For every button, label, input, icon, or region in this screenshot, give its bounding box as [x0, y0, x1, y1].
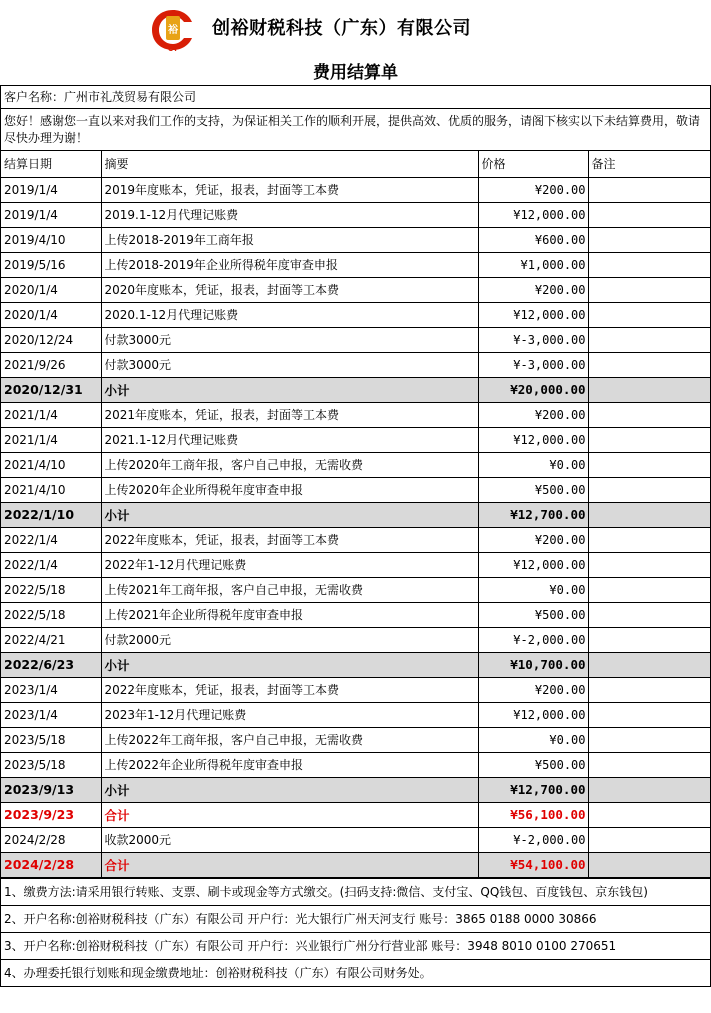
summary-cell: 上传2022年工商年报，客户自己申报，无需收费 [101, 727, 478, 752]
table-row [1, 577, 710, 602]
date-cell: 2019/4/10 [1, 227, 101, 252]
subtotal-row [1, 652, 710, 677]
summary-cell: 2021年度账本，凭证，报表，封面等工本费 [101, 402, 478, 427]
table-row [1, 352, 710, 377]
remark-cell [588, 602, 710, 627]
price-cell: ¥200.00 [478, 277, 588, 302]
letterhead [0, 0, 711, 56]
total-row [1, 802, 710, 827]
table-row [1, 427, 710, 452]
table-header-row [1, 151, 710, 177]
price-cell: ¥12,700.00 [478, 777, 588, 802]
summary-cell: 付款3000元 [101, 327, 478, 352]
svg-text:裕: 裕 [168, 25, 178, 36]
table-row [1, 552, 710, 577]
date-cell: 2022/1/4 [1, 527, 101, 552]
remark-cell [588, 252, 710, 277]
remark-cell [588, 452, 710, 477]
price-cell: ¥12,700.00 [478, 502, 588, 527]
document-title: 费用结算单 [313, 63, 398, 83]
price-cell: ¥600.00 [478, 227, 588, 252]
summary-cell: 2021.1-12月代理记账费 [101, 427, 478, 452]
payment-notes [1, 878, 710, 986]
date-cell: 2021/1/4 [1, 402, 101, 427]
date-cell: 2021/4/10 [1, 452, 101, 477]
summary-cell: 2020.1-12月代理记账费 [101, 302, 478, 327]
date-cell: 2022/5/18 [1, 577, 101, 602]
price-cell: ¥12,000.00 [478, 202, 588, 227]
remark-cell [588, 527, 710, 552]
date-cell: 2020/1/4 [1, 277, 101, 302]
table-row [1, 752, 710, 777]
date-cell: 2023/1/4 [1, 702, 101, 727]
subtotal-row [1, 502, 710, 527]
fee-table [1, 151, 710, 878]
summary-cell: 合计 [101, 802, 478, 827]
summary-cell: 2022年1-12月代理记账费 [101, 552, 478, 577]
table-row [1, 702, 710, 727]
remark-cell [588, 327, 710, 352]
remark-cell [588, 352, 710, 377]
summary-cell: 2022年度账本，凭证，报表，封面等工本费 [101, 677, 478, 702]
summary-cell: 收款2000元 [101, 827, 478, 852]
remark-cell [588, 227, 710, 252]
remark-cell [588, 702, 710, 727]
summary-cell: 2022年度账本，凭证，报表，封面等工本费 [101, 527, 478, 552]
price-cell: ¥20,000.00 [478, 377, 588, 402]
column-header-remark: 备注 [588, 151, 710, 177]
date-cell: 2022/4/21 [1, 627, 101, 652]
settlement-sheet [0, 85, 711, 987]
summary-cell: 2020年度账本，凭证，报表，封面等工本费 [101, 277, 478, 302]
remark-cell [588, 677, 710, 702]
date-cell: 2023/9/13 [1, 777, 101, 802]
table-row [1, 452, 710, 477]
payment-note: 1、缴费方法:请采用银行转账、支票、刷卡或现金等方式缴交。(扫码支持:微信、支付宝、QQ钱包、百度钱包、京东钱包) [4, 884, 648, 899]
company-name: 创裕财税科技（广东）有限公司 [212, 18, 471, 39]
price-cell: ¥200.00 [478, 177, 588, 202]
remark-cell [588, 852, 710, 877]
price-cell: ¥200.00 [478, 677, 588, 702]
summary-cell: 合计 [101, 852, 478, 877]
date-cell: 2019/1/4 [1, 177, 101, 202]
remark-cell [588, 402, 710, 427]
remark-cell [588, 477, 710, 502]
date-cell: 2023/9/23 [1, 802, 101, 827]
date-cell: 2022/6/23 [1, 652, 101, 677]
table-row [1, 677, 710, 702]
price-cell: ¥-2,000.00 [478, 827, 588, 852]
subtotal-row [1, 777, 710, 802]
remark-cell [588, 577, 710, 602]
price-cell: ¥500.00 [478, 602, 588, 627]
company-logo-icon [150, 8, 196, 52]
price-cell: ¥0.00 [478, 452, 588, 477]
table-row [1, 602, 710, 627]
summary-cell: 2023年1-12月代理记账费 [101, 702, 478, 727]
date-cell: 2019/1/4 [1, 202, 101, 227]
table-row [1, 627, 710, 652]
payment-note: 2、开户名称:创裕财税科技（广东）有限公司 开户行：光大银行广州天河支行 账号：3865 0188 0000 30866 [1, 905, 710, 932]
column-header-price: 价格 [478, 151, 588, 177]
logo-text: CY [167, 45, 179, 52]
summary-cell: 付款3000元 [101, 352, 478, 377]
price-cell: ¥500.00 [478, 752, 588, 777]
remark-cell [588, 177, 710, 202]
remark-cell [588, 752, 710, 777]
table-row [1, 477, 710, 502]
date-cell: 2019/5/16 [1, 252, 101, 277]
date-cell: 2022/1/10 [1, 502, 101, 527]
remark-cell [588, 727, 710, 752]
date-cell: 2022/1/4 [1, 552, 101, 577]
summary-cell: 付款2000元 [101, 627, 478, 652]
table-row [1, 302, 710, 327]
remark-cell [588, 302, 710, 327]
subtotal-row [1, 377, 710, 402]
price-cell: ¥-2,000.00 [478, 627, 588, 652]
remark-cell [588, 552, 710, 577]
remark-cell [588, 652, 710, 677]
table-row [1, 327, 710, 352]
summary-cell: 上传2018-2019年工商年报 [101, 227, 478, 252]
total-row [1, 852, 710, 877]
date-cell: 2021/9/26 [1, 352, 101, 377]
summary-cell: 小计 [101, 652, 478, 677]
payment-note: 4、办理委托银行划账和现金缴费地址：创裕财税科技（广东）有限公司财务处。 [1, 959, 710, 986]
table-row [1, 527, 710, 552]
date-cell: 2024/2/28 [1, 827, 101, 852]
table-row [1, 727, 710, 752]
price-cell: ¥12,000.00 [478, 552, 588, 577]
price-cell: ¥12,000.00 [478, 702, 588, 727]
summary-cell: 上传2021年工商年报，客户自己申报，无需收费 [101, 577, 478, 602]
price-cell: ¥200.00 [478, 527, 588, 552]
summary-cell: 小计 [101, 777, 478, 802]
summary-cell: 上传2021年企业所得税年度审查申报 [101, 602, 478, 627]
summary-cell: 上传2022年企业所得税年度审查申报 [101, 752, 478, 777]
date-cell: 2021/4/10 [1, 477, 101, 502]
date-cell: 2023/5/18 [1, 752, 101, 777]
table-row [1, 227, 710, 252]
summary-cell: 上传2018-2019年企业所得税年度审查申报 [101, 252, 478, 277]
table-row [1, 827, 710, 852]
column-header-summary: 摘要 [101, 151, 478, 177]
table-row [1, 202, 710, 227]
date-cell: 2023/5/18 [1, 727, 101, 752]
remark-cell [588, 777, 710, 802]
date-cell: 2022/5/18 [1, 602, 101, 627]
date-cell: 2020/12/31 [1, 377, 101, 402]
summary-cell: 小计 [101, 502, 478, 527]
summary-cell: 2019.1-12月代理记账费 [101, 202, 478, 227]
summary-cell: 上传2020年企业所得税年度审查申报 [101, 477, 478, 502]
price-cell: ¥12,000.00 [478, 302, 588, 327]
price-cell: ¥56,100.00 [478, 802, 588, 827]
remark-cell [588, 377, 710, 402]
table-row [1, 277, 710, 302]
payment-note: 3、开户名称:创裕财税科技（广东）有限公司 开户行：兴业银行广州分行营业部 账号：3948 8010 0100 270651 [1, 932, 710, 959]
summary-cell: 小计 [101, 377, 478, 402]
date-cell: 2020/12/24 [1, 327, 101, 352]
price-cell: ¥10,700.00 [478, 652, 588, 677]
price-cell: ¥200.00 [478, 402, 588, 427]
date-cell: 2020/1/4 [1, 302, 101, 327]
price-cell: ¥0.00 [478, 727, 588, 752]
price-cell: ¥54,100.00 [478, 852, 588, 877]
price-cell: ¥0.00 [478, 577, 588, 602]
date-cell: 2023/1/4 [1, 677, 101, 702]
price-cell: ¥500.00 [478, 477, 588, 502]
greeting-text: 您好！感谢您一直以来对我们工作的支持，为保证相关工作的顺利开展，提供高效、优质的服务，请阁下核实以下未结算费用，敬请尽快办理为谢！ [1, 109, 710, 151]
table-row [1, 402, 710, 427]
price-cell: ¥-3,000.00 [478, 352, 588, 377]
summary-cell: 2019年度账本，凭证，报表，封面等工本费 [101, 177, 478, 202]
remark-cell [588, 802, 710, 827]
table-row [1, 177, 710, 202]
summary-cell: 上传2020年工商年报，客户自己申报，无需收费 [101, 452, 478, 477]
column-header-date: 结算日期 [1, 151, 101, 177]
remark-cell [588, 202, 710, 227]
customer-name: 客户名称：广州市礼茂贸易有限公司 [1, 86, 710, 109]
remark-cell [588, 502, 710, 527]
date-cell: 2021/1/4 [1, 427, 101, 452]
remark-cell [588, 827, 710, 852]
table-row [1, 252, 710, 277]
price-cell: ¥12,000.00 [478, 427, 588, 452]
remark-cell [588, 627, 710, 652]
remark-cell [588, 277, 710, 302]
price-cell: ¥1,000.00 [478, 252, 588, 277]
price-cell: ¥-3,000.00 [478, 327, 588, 352]
remark-cell [588, 427, 710, 452]
date-cell: 2024/2/28 [1, 852, 101, 877]
